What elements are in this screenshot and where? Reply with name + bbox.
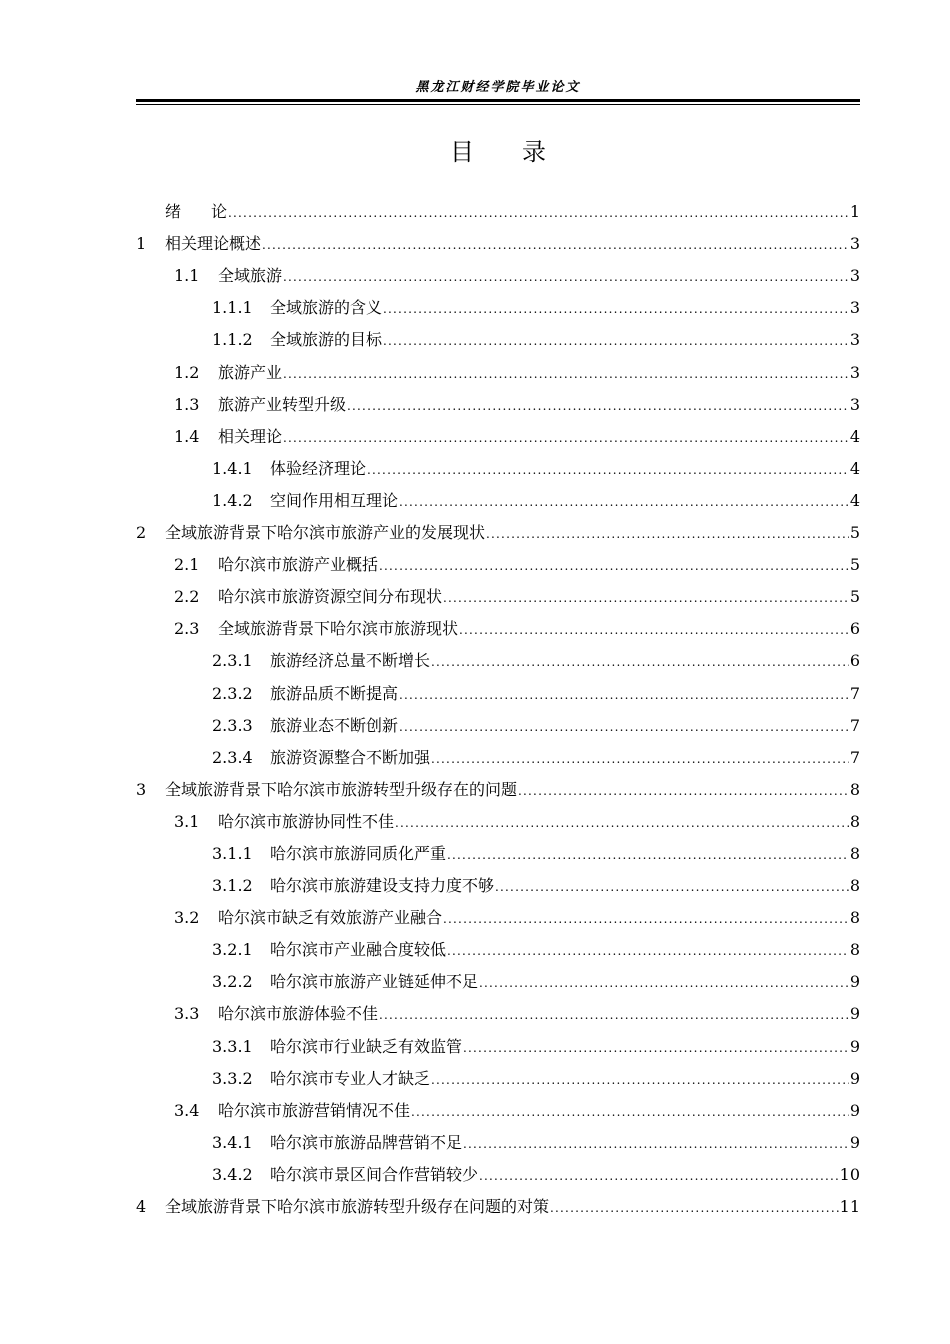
toc-entry-number: 1.4 (174, 426, 200, 446)
toc-entry-title: 哈尔滨市专业人才缺乏 (270, 1068, 431, 1088)
toc-entry-title: 哈尔滨市景区间合作营销较少 (270, 1164, 479, 1184)
toc-entry-title: 哈尔滨市旅游产业链延伸不足 (270, 972, 479, 992)
toc-entry-leader (447, 844, 849, 864)
toc-entry-leader (228, 202, 849, 222)
toc-entry-number: 1.1 (174, 266, 200, 286)
toc-entry-leader (411, 1101, 849, 1121)
toc-entry-page: 3 (849, 330, 860, 350)
toc-entry-page: 10 (839, 1164, 860, 1184)
toc-entry-page: 9 (849, 972, 860, 992)
toc-entry-number: 3 (136, 779, 147, 799)
toc-entry-number: 3.4 (174, 1100, 200, 1120)
toc-entry-number: 3.2 (174, 908, 200, 928)
toc-entry-page: 7 (849, 747, 860, 767)
toc-entry[interactable] (136, 864, 860, 896)
toc-entry-title: 哈尔滨市行业缺乏有效监管 (270, 1036, 463, 1056)
toc-entry-page: 8 (849, 940, 860, 960)
toc-entry-number: 4 (136, 1197, 147, 1216)
header-rule-thin (136, 104, 860, 105)
toc-entry-number: 2.3.2 (212, 683, 253, 703)
toc-entry[interactable] (136, 511, 860, 543)
toc-entry-leader (379, 555, 849, 575)
toc-entry[interactable] (136, 1024, 860, 1056)
toc-title (136, 136, 860, 168)
toc-entry-leader (479, 972, 849, 992)
toc-entry-title: 哈尔滨市旅游资源空间分布现状 (218, 587, 443, 607)
toc-entry-title: 旅游资源整合不断加强 (270, 747, 431, 767)
toc-entry-title: 相关理论 (218, 426, 283, 446)
toc-entry[interactable] (136, 736, 860, 768)
toc-entry[interactable] (136, 479, 860, 511)
toc-entry-title: 旅游经济总量不断增长 (270, 651, 431, 671)
toc-entry-leader (262, 234, 849, 254)
toc-entry-leader (367, 459, 849, 479)
toc-entry-page: 8 (849, 779, 860, 799)
toc-entry[interactable] (136, 318, 860, 350)
page-header: 黑龙江财经学院毕业论文 (415, 80, 581, 95)
toc-entry-title: 体验经济理论 (270, 458, 367, 478)
toc-entry[interactable] (136, 383, 860, 415)
toc-entry-title: 哈尔滨市产业融合度较低 (270, 940, 447, 960)
toc-entry-leader (459, 619, 849, 639)
toc-entry-title: 旅游产业 (218, 362, 283, 382)
toc-entry-title: 全域旅游 (218, 266, 283, 286)
toc-entry-title: 旅游品质不断提高 (270, 683, 399, 703)
toc-entry-number: 2.3 (174, 619, 200, 639)
toc-entry-title: 哈尔滨市缺乏有效旅游产业融合 (218, 908, 443, 928)
toc-entry-leader (383, 330, 849, 350)
toc-entry[interactable] (136, 960, 860, 992)
toc-entry-leader (431, 651, 849, 671)
toc-entry-leader (431, 748, 849, 768)
toc-entry-page: 8 (849, 843, 860, 863)
toc-entry-number: 3.4.2 (212, 1164, 253, 1184)
toc-entry-title: 全域旅游背景下哈尔滨市旅游转型升级存在问题的对策 (165, 1197, 550, 1216)
toc-entry-leader (399, 684, 849, 704)
toc-entry-leader (463, 1037, 849, 1057)
toc-entry-title: 旅游产业转型升级 (218, 394, 347, 414)
toc-entry-leader (431, 1069, 849, 1089)
toc-entry-title: 全域旅游背景下哈尔滨市旅游产业的发展现状 (165, 523, 486, 543)
toc-entry[interactable] (136, 190, 860, 222)
toc-entry-number: 1.4.2 (212, 490, 253, 510)
toc-entry-page: 5 (849, 587, 860, 607)
toc-entry-number: 3.4.1 (212, 1132, 253, 1152)
toc-entry-title: 全域旅游背景下哈尔滨市旅游转型升级存在的问题 (165, 779, 518, 799)
toc-entry-leader (443, 908, 849, 928)
toc-entry-number: 3.3.2 (212, 1068, 253, 1088)
toc-entry[interactable] (136, 768, 860, 800)
toc-title-left: 目 (450, 138, 474, 166)
toc-entry[interactable] (136, 415, 860, 447)
toc-entry-number: 1.1.2 (212, 330, 253, 350)
toc-entry-number: 2.3.3 (212, 715, 253, 735)
toc-entry-leader (518, 780, 849, 800)
toc-entry-page: 3 (849, 298, 860, 318)
toc-entry-page: 7 (849, 683, 860, 703)
toc-entry-number: 2.3.4 (212, 747, 253, 767)
toc-entry-page: 9 (849, 1068, 860, 1088)
toc-entry-page: 4 (849, 490, 860, 510)
toc-entry[interactable] (136, 800, 860, 832)
toc-entry-leader (443, 587, 849, 607)
toc-entry[interactable] (136, 350, 860, 382)
toc-entry-number: 3.3 (174, 1004, 200, 1024)
toc-entry-leader (463, 1133, 849, 1153)
toc-entry-number: 2 (136, 523, 147, 543)
toc-entry-number: 3.2.1 (212, 940, 253, 960)
toc-entry-title: 全域旅游背景下哈尔滨市旅游现状 (218, 619, 459, 639)
toc-entry-title: 哈尔滨市旅游品牌营销不足 (270, 1132, 463, 1152)
toc-entry-number: 1.1.1 (212, 298, 253, 318)
toc-entry-number: 3.2.2 (212, 972, 253, 992)
toc-entry-title: 哈尔滨市旅游体验不佳 (218, 1004, 379, 1024)
toc-entry-page: 9 (849, 1132, 860, 1152)
toc-entry-number: 1.3 (174, 394, 200, 414)
table-of-contents (136, 190, 860, 1217)
header-rule-thick (136, 99, 860, 102)
toc-entry[interactable] (136, 543, 860, 575)
toc-entry[interactable] (136, 575, 860, 607)
toc-entry-page: 4 (849, 426, 860, 446)
toc-entry-title: 全域旅游的含义 (270, 298, 383, 318)
toc-entry-page: 1 (849, 202, 860, 222)
toc-entry[interactable] (136, 704, 860, 736)
toc-entry-leader (447, 940, 849, 960)
toc-entry[interactable] (136, 1185, 860, 1217)
toc-entry-page: 11 (839, 1197, 860, 1216)
toc-entry[interactable] (136, 639, 860, 671)
toc-entry-title: 全域旅游的目标 (270, 330, 383, 350)
toc-entry-number: 2.2 (174, 587, 200, 607)
toc-entry-number: 1 (136, 234, 147, 254)
toc-entry[interactable] (136, 1057, 860, 1089)
toc-entry-title: 空间作用相互理论 (270, 490, 399, 510)
toc-entry-page: 5 (849, 523, 860, 543)
toc-entry[interactable] (136, 928, 860, 960)
toc-entry-leader (283, 427, 849, 447)
toc-entry[interactable] (136, 447, 860, 479)
toc-entry-leader (283, 363, 849, 383)
toc-entry-leader (399, 491, 849, 511)
toc-entry[interactable] (136, 607, 860, 639)
toc-entry-leader (347, 395, 849, 415)
toc-entry-number: 1.2 (174, 362, 200, 382)
toc-entry-number: 2.3.1 (212, 651, 253, 671)
toc-entry[interactable] (136, 1121, 860, 1153)
toc-entry-leader (379, 1004, 849, 1024)
toc-entry-page: 9 (849, 1004, 860, 1024)
toc-entry[interactable] (136, 1153, 860, 1185)
toc-entry[interactable] (136, 896, 860, 928)
toc-title-right: 录 (522, 138, 546, 166)
toc-entry-page: 3 (849, 394, 860, 414)
toc-entry-page: 8 (849, 876, 860, 896)
toc-entry-page: 3 (849, 234, 860, 254)
toc-entry-page: 3 (849, 362, 860, 382)
toc-entry[interactable] (136, 671, 860, 703)
toc-entry-title: 相关理论概述 (165, 234, 262, 254)
toc-entry[interactable] (136, 1089, 860, 1121)
toc-entry[interactable] (136, 254, 860, 286)
toc-entry-leader (383, 298, 849, 318)
toc-entry-leader (550, 1197, 839, 1217)
toc-entry-page: 3 (849, 266, 860, 286)
toc-entry-page: 8 (849, 908, 860, 928)
toc-entry-number: 3.1.1 (212, 843, 253, 863)
toc-entry-leader (399, 716, 849, 736)
toc-entry-page: 6 (849, 619, 860, 639)
toc-entry-number: 3.3.1 (212, 1036, 253, 1056)
toc-entry-leader (495, 876, 849, 896)
toc-entry-leader (283, 266, 849, 286)
toc-entry-page: 7 (849, 715, 860, 735)
toc-entry-page: 8 (849, 811, 860, 831)
toc-entry-number: 3.1 (174, 811, 200, 831)
toc-entry-title: 哈尔滨市旅游同质化严重 (270, 843, 447, 863)
toc-entry-title: 旅游业态不断创新 (270, 715, 399, 735)
toc-entry-title: 哈尔滨市旅游建设支持力度不够 (270, 876, 495, 896)
toc-entry-leader (395, 812, 849, 832)
toc-entry-leader (486, 523, 849, 543)
toc-entry-title: 绪论 (165, 202, 258, 222)
toc-entry-page: 4 (849, 458, 860, 478)
toc-entry-page: 9 (849, 1100, 860, 1120)
toc-entry[interactable] (136, 222, 860, 254)
toc-entry[interactable] (136, 992, 860, 1024)
toc-entry-page: 5 (849, 555, 860, 575)
toc-entry-page: 6 (849, 651, 860, 671)
toc-entry-title: 哈尔滨市旅游产业概括 (218, 555, 379, 575)
toc-entry-number: 1.4.1 (212, 458, 253, 478)
toc-entry-number: 2.1 (174, 555, 200, 575)
toc-entry-page: 9 (849, 1036, 860, 1056)
toc-entry[interactable] (136, 286, 860, 318)
toc-entry-number: 3.1.2 (212, 876, 253, 896)
toc-entry-leader (479, 1165, 839, 1185)
toc-entry[interactable] (136, 832, 860, 864)
toc-entry-title: 哈尔滨市旅游协同性不佳 (218, 811, 395, 831)
toc-entry-title: 哈尔滨市旅游营销情况不佳 (218, 1100, 411, 1120)
